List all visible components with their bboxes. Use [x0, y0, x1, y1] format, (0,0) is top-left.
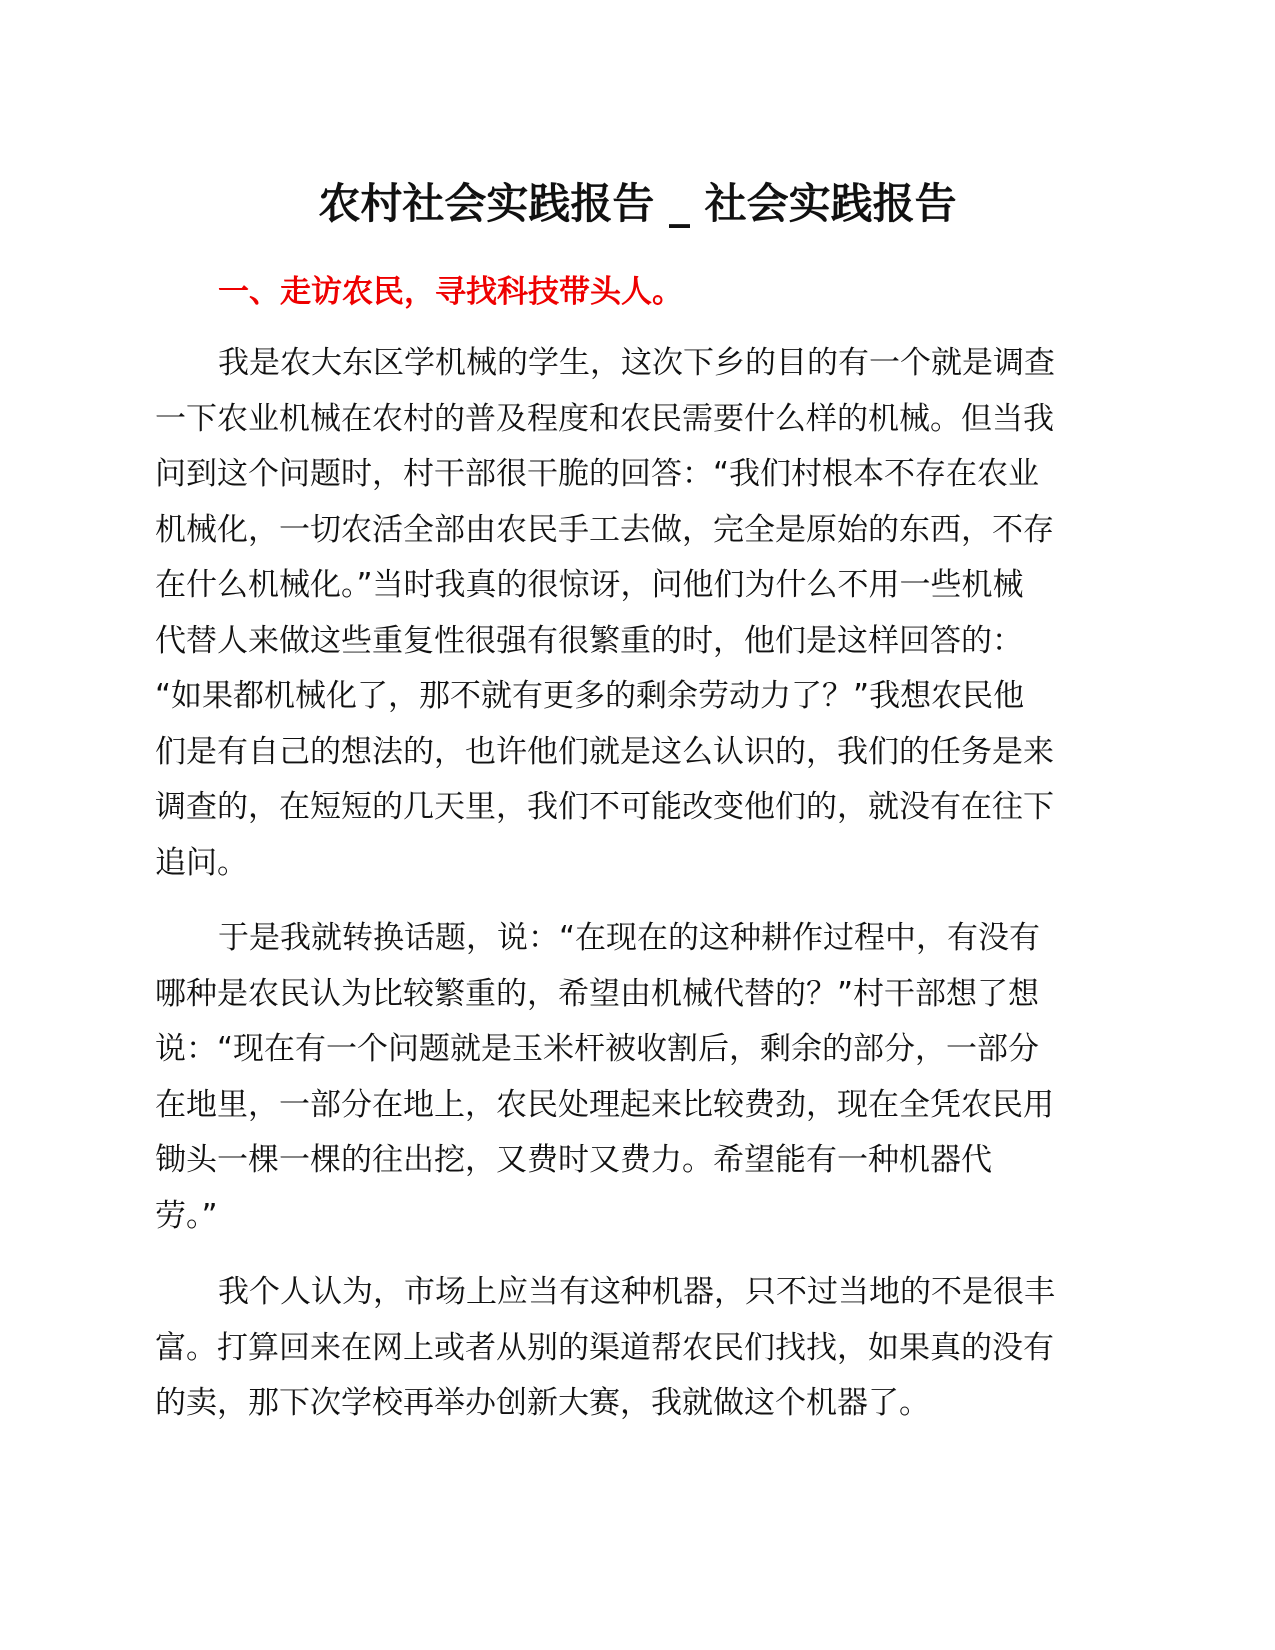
paragraph-line: 问到这个问题时，村干部很干脆的回答：“我们村根本不存在农业	[155, 456, 1040, 492]
paragraph	[155, 1265, 1120, 1432]
paragraph	[155, 911, 1120, 1244]
paragraph-line: 们是有自己的想法的，也许他们就是这么认识的，我们的任务是来	[155, 733, 1054, 770]
paragraph-line: 于是我就转换话题，说：“在现在的这种耕作过程中，有没有	[218, 920, 1041, 956]
paragraph-line: 追问。	[155, 844, 248, 881]
paragraph-line: 说：“现在有一个问题就是玉米杆被收割后，剩余的部分，一部分	[155, 1031, 1040, 1067]
paragraph-line: 哪种是农民认为比较繁重的，希望由机械代替的？”村干部想了想	[155, 975, 1040, 1012]
paragraph-line: 我是农大东区学机械的学生，这次下乡的目的有一个就是调查	[218, 345, 1055, 381]
paragraph-line: 代替人来做这些重复性很强有很繁重的时，他们是这样回答的：	[155, 622, 1023, 659]
section-heading: 一、走访农民，寻找科技带头人。	[218, 274, 683, 310]
paragraph-line: 调查的，在短短的几天里，我们不可能改变他们的，就没有在往下	[155, 789, 1054, 825]
paragraph-line: 的卖，那下次学校再举办创新大赛，我就做这个机器了。	[155, 1385, 930, 1421]
paragraph-line: 富。打算回来在网上或者从别的渠道帮农民们找找，如果真的没有	[155, 1329, 1054, 1366]
paragraph-line: 在地里，一部分在地上，农民处理起来比较费劲，现在全凭农民用	[155, 1086, 1054, 1123]
paragraph-line: 在什么机械化。”当时我真的很惊讶，问他们为什么不用一些机械	[155, 567, 1024, 603]
paragraph-line: 锄头一棵一棵的往出挖，又费时又费力。希望能有一种机器代	[155, 1142, 992, 1178]
paragraph-line: 一下农业机械在农村的普及程度和农民需要什么样的机械。但当我	[155, 400, 1054, 437]
paragraph	[155, 336, 1120, 891]
paragraph-line: “如果都机械化了，那不就有更多的剩余劳动力了？”我想农民他	[155, 678, 1025, 714]
paragraph-line: 机械化，一切农活全部由农民手工去做，完全是原始的东西，不存	[155, 511, 1054, 548]
paragraph-line: 我个人认为，市场上应当有这种机器，只不过当地的不是很丰	[218, 1274, 1055, 1310]
document-title: 农村社会实践报告 _ 社会实践报告	[318, 179, 957, 228]
paragraph-line: 劳。”	[155, 1197, 218, 1234]
